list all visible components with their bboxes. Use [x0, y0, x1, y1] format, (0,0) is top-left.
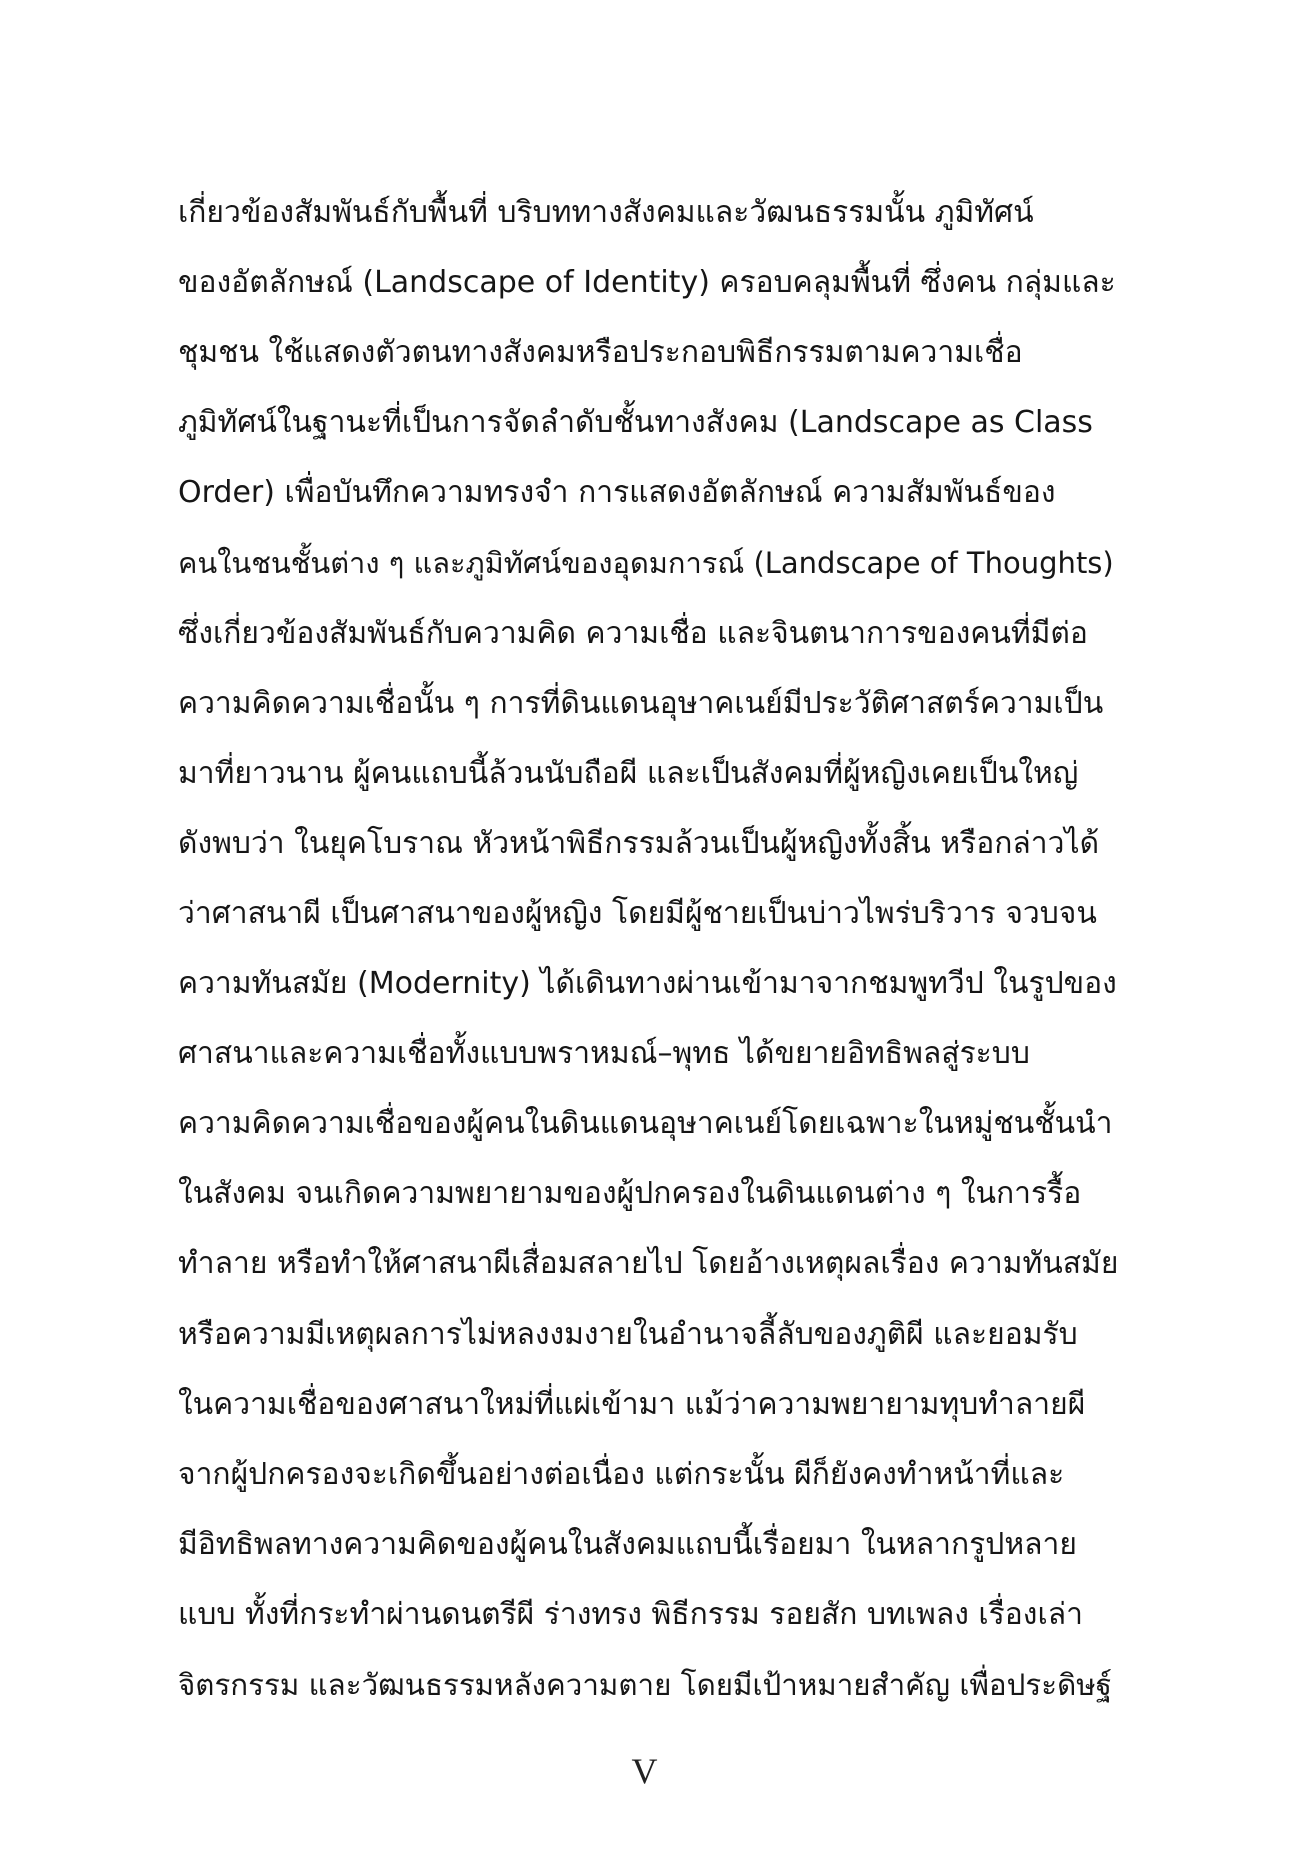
body-text — [178, 178, 1118, 1720]
text-line: ภูมิทัศน์ในฐานะที่เป็นการจัดลำดับชั้นทางสังคม (Landscape as Class — [178, 405, 1093, 441]
text-line: ชุมชน ใช้แสดงตัวตนทางสังคมหรือประกอบพิธีกรรมตามความเชื่อ — [178, 335, 1023, 371]
text-line: เกี่ยวข้องสัมพันธ์กับพื้นที่ บริบททางสังคมและวัฒนธรรมนั้น ภูมิทัศน์ — [178, 195, 1034, 230]
text-line: มีอิทธิพลทางความคิดของผู้คนในสังคมแถบนี้เรื่อยมา ในหลากรูปหลาย — [178, 1526, 1077, 1562]
text-line: ในความเชื่อของศาสนาใหม่ที่แผ่เข้ามา แม้ว่าความพยายามทุบทำลายผี — [178, 1386, 1086, 1422]
text-line: ศาสนาและความเชื่อทั้งแบบพราหมณ์–พุทธ ได้ขยายอิทธิพลสู่ระบบ — [178, 1036, 1030, 1072]
text-line: มาที่ยาวนาน ผู้คนแถบนี้ล้วนนับถือผี และเป็นสังคมที่ผู้หญิงเคยเป็นใหญ่ — [178, 755, 1079, 791]
text-line: คนในชนชั้นต่าง ๆ และภูมิทัศน์ของอุดมการณ์ (Landscape of Thoughts) — [178, 546, 1114, 581]
text-line: จิตรกรรม และวัฒนธรรมหลังความตาย โดยมีเป้าหมายสำคัญ เพื่อประดิษฐ์ — [178, 1667, 1112, 1702]
text-line: ความคิดความเชื่อของผู้คนในดินแดนอุษาคเนย์โดยเฉพาะในหมู่ชนชั้นนำ — [178, 1106, 1113, 1142]
text-line: ดังพบว่า ในยุคโบราณ หัวหน้าพิธีกรรมล้วนเป็นผู้หญิงทั้งสิ้น หรือกล่าวได้ — [178, 825, 1100, 861]
text-line: จากผู้ปกครองจะเกิดขึ้นอย่างต่อเนื่อง แต่กระนั้น ผีก็ยังคงทำหน้าที่และ — [178, 1456, 1065, 1492]
text-line: ซึ่งเกี่ยวข้องสัมพันธ์กับความคิด ความเชื่อ และจินตนาการของคนที่มีต่อ — [178, 615, 1088, 651]
text-line: หรือความมีเหตุผลการไม่หลงงมงายในอำนาจลี้ลับของภูติผี และยอมรับ — [178, 1316, 1078, 1352]
text-line: ว่าศาสนาผี เป็นศาสนาของผู้หญิง โดยมีผู้ชายเป็นบ่าวไพร่บริวาร จวบจน — [178, 895, 1097, 931]
text-line: แบบ ทั้งที่กระทำผ่านดนตรีผี ร่างทรง พิธีกรรม รอยสัก บทเพลง เรื่องเล่า — [178, 1596, 1083, 1632]
text-line: Order) เพื่อบันทึกความทรงจำ การแสดงอัตลักษณ์ ความสัมพันธ์ของ — [178, 475, 1056, 511]
text-line: ความทันสมัย (Modernity) ได้เดินทางผ่านเข้ามาจากชมพูทวีป ในรูปของ — [178, 966, 1117, 1002]
text-line: ทำลาย หรือทำให้ศาสนาผีเสื่อมสลายไป โดยอ้างเหตุผลเรื่อง ความทันสมัย — [178, 1246, 1119, 1282]
text-line: ของอัตลักษณ์ (Landscape of Identity) ครอบคลุมพื้นที่ ซึ่งคน กลุ่มและ — [178, 265, 1116, 301]
text-line: ความคิดความเชื่อนั้น ๆ การที่ดินแดนอุษาคเนย์มีประวัติศาสตร์ความเป็น — [178, 685, 1104, 721]
page-number: V — [631, 1751, 658, 1791]
text-line: ในสังคม จนเกิดความพยายามของผู้ปกครองในดินแดนต่าง ๆ ในการรื้อ — [178, 1176, 1082, 1212]
